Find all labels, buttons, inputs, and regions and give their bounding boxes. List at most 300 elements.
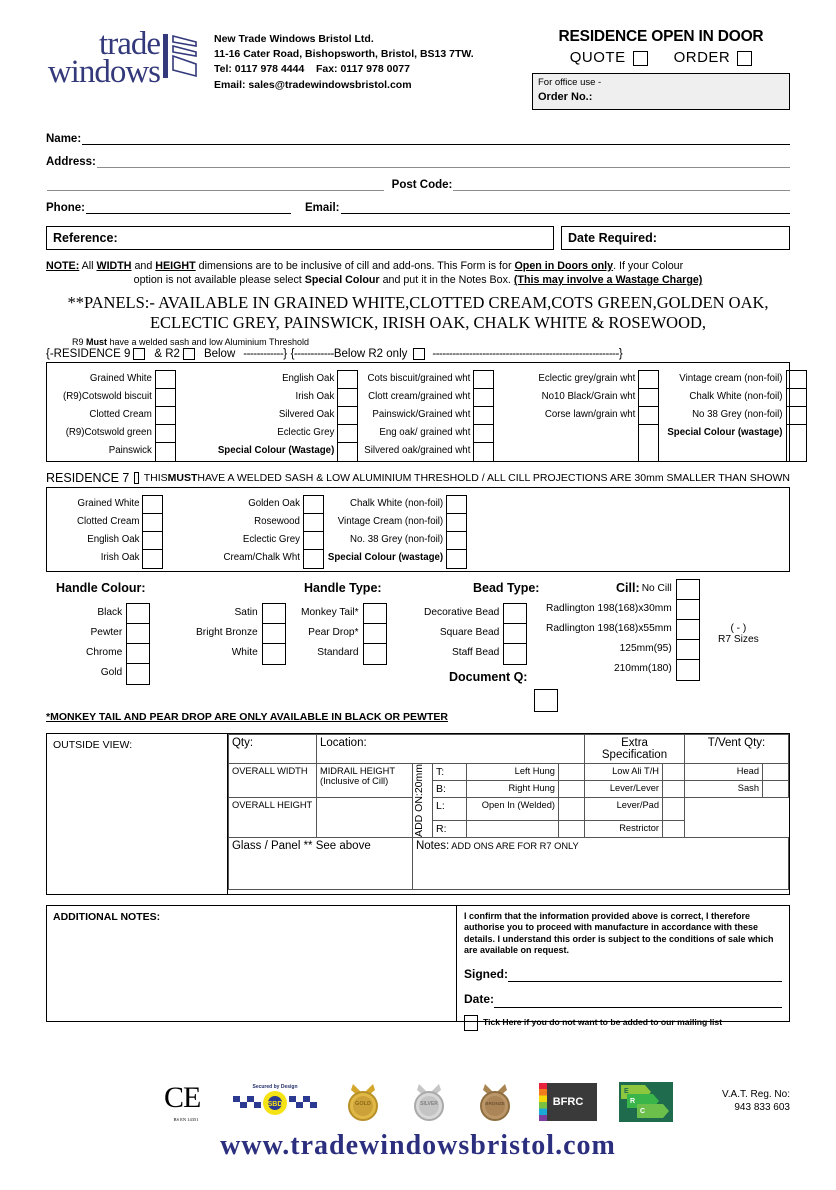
colour-checkbox[interactable]	[156, 389, 175, 407]
option-checkbox[interactable]	[127, 664, 149, 684]
colour-option-label: Special Colour (Wastage)	[217, 444, 335, 456]
colour-checkbox[interactable]	[447, 532, 466, 550]
svg-text:SILVER: SILVER	[420, 1101, 438, 1107]
colour-option-label: Eclectic grey/grain wht	[538, 372, 636, 384]
head-label: Head	[685, 763, 763, 780]
colour-checkbox[interactable]	[338, 407, 357, 425]
right-hung-box[interactable]	[558, 780, 584, 797]
extra-spec-header: Extra Specification	[585, 734, 685, 763]
form-title-block	[532, 26, 790, 110]
colour-option-label: Cream/Chalk Wht	[223, 551, 300, 563]
handle-colour-title: Handle Colour:	[56, 580, 146, 595]
colour-checkbox[interactable]	[143, 532, 162, 550]
quote-label: QUOTE	[569, 49, 626, 66]
colour-checkbox[interactable]	[304, 496, 323, 514]
note-t4: . If your Colour	[613, 259, 684, 272]
bronze-medal-icon	[473, 1082, 517, 1122]
left-hung-label: Left Hung	[466, 763, 558, 780]
colour-checkbox[interactable]	[639, 407, 658, 425]
company-phone-fax: Tel: 0117 978 4444 Fax: 0117 978 0077	[214, 63, 410, 76]
page-title: RESIDENCE OPEN IN DOOR	[558, 28, 764, 45]
colour-checkbox[interactable]	[474, 443, 493, 461]
colour-checkbox[interactable]	[639, 371, 658, 389]
colour-checkbox[interactable]	[639, 389, 658, 407]
option-checkbox[interactable]	[364, 644, 386, 664]
colour-checkbox-stack	[786, 370, 807, 462]
handle-type-col	[301, 603, 387, 665]
restrictor-label: Restrictor	[585, 820, 663, 837]
quote-group	[570, 49, 648, 66]
option-label-list	[86, 603, 126, 685]
colour-option-label: Chalk White (non-foil)	[689, 390, 783, 402]
postcode-input[interactable]	[453, 178, 790, 191]
colour-checkbox[interactable]	[474, 371, 493, 389]
bfrc-label: BFRC	[552, 1096, 584, 1108]
colour-checkbox[interactable]	[787, 389, 806, 407]
colour-option-label: Special Colour (wastage)	[667, 426, 783, 438]
below-r2-only-label: Below R2 only	[333, 347, 408, 360]
colour-option-label: Vintage cream (non-foil)	[679, 372, 783, 384]
colour-checkbox-stack	[337, 370, 358, 462]
colour-option-label: Vintage Cream (non-foil)	[337, 515, 444, 527]
note-block	[0, 250, 836, 288]
colour-label-list	[328, 495, 446, 569]
open-in-welded-box[interactable]	[558, 797, 584, 820]
outside-view-label: OUTSIDE VIEW:	[53, 738, 133, 751]
colour-checkbox-stack	[303, 495, 324, 569]
open-in-welded-label: Open In (Welded)	[466, 797, 558, 820]
mailing-list-checkbox[interactable]	[464, 1015, 478, 1031]
option-checkbox[interactable]	[504, 604, 526, 624]
option-label: Pear Drop*	[308, 626, 359, 638]
option-label: 210mm(180)	[613, 662, 672, 674]
res9-header-row	[0, 348, 836, 360]
option-checkbox-stack	[503, 603, 527, 665]
colour-option-label: Painswick/Grained wht	[372, 408, 471, 420]
option-label-list	[196, 603, 262, 665]
add-on-cell	[412, 763, 432, 837]
option-checkbox[interactable]	[677, 600, 699, 620]
colour-option-label: Clott cream/grained wht	[368, 390, 471, 402]
colour-option-label: Grained White	[89, 372, 152, 384]
res7-must: MUST	[167, 471, 198, 484]
note-line-1	[46, 259, 790, 273]
colour-option-label: Corse lawn/grain wht	[544, 408, 636, 420]
colour-option-label: No. 38 Grey (non-foil)	[349, 533, 444, 545]
logo-text-trade: trade	[99, 26, 160, 62]
office-use-label: For office use -	[538, 77, 602, 88]
signed-input[interactable]	[508, 970, 782, 982]
mailing-list-row	[464, 1015, 782, 1031]
colour-option-label: Eng oak/ grained wht	[379, 426, 471, 438]
quote-order-row	[532, 49, 790, 66]
r2-checkbox[interactable]	[183, 348, 195, 360]
colour-option-label: Irish Oak	[100, 551, 140, 563]
colour-label-list	[63, 370, 155, 462]
add-on-label: ADD ON:20mm	[412, 763, 425, 837]
l-label[interactable]: L:	[432, 797, 466, 820]
restrictor-box[interactable]	[663, 820, 685, 837]
colour-option-label: Golden Oak	[248, 497, 300, 509]
handle-type-group	[304, 581, 382, 595]
name-input[interactable]	[82, 132, 790, 145]
option-label: Pewter	[90, 626, 123, 638]
option-checkbox[interactable]	[364, 604, 386, 624]
svg-text:E: E	[624, 1088, 629, 1095]
colour-checkbox[interactable]	[639, 425, 658, 443]
email-input[interactable]	[341, 201, 791, 214]
option-checkbox-stack	[126, 603, 150, 685]
order-label: ORDER	[673, 49, 731, 66]
colour-option-label: English Oak	[282, 372, 335, 384]
bead-type-title: Bead Type:	[473, 580, 540, 595]
colour-checkbox[interactable]	[338, 443, 357, 461]
colour-option-label: Irish Oak	[295, 390, 335, 402]
colour-label-list	[218, 370, 337, 462]
sash-box[interactable]	[763, 780, 789, 797]
window-mark-icon	[162, 32, 202, 80]
bfrc-colour-stripe	[539, 1083, 547, 1121]
r7-sizes-note	[718, 623, 759, 645]
bead-type-col	[424, 603, 527, 665]
option-checkbox[interactable]	[677, 620, 699, 640]
svg-text:E: E	[183, 1082, 202, 1112]
colour-checkbox-stack	[155, 370, 176, 462]
colour-option-label: Chalk White (non-foil)	[349, 497, 444, 509]
handle-colour-col-b	[196, 603, 286, 665]
colour-column	[328, 495, 467, 569]
colour-checkbox[interactable]	[156, 371, 175, 389]
note-wastage-charge: (This may involve a Wastage Charge)	[513, 274, 703, 287]
colour-column	[364, 370, 494, 462]
address-row-2	[46, 178, 790, 191]
res7-label: RESIDENCE 7	[46, 470, 130, 485]
option-label: Bright Bronze	[196, 626, 258, 638]
note-width: WIDTH	[96, 259, 132, 272]
colour-option-label: No10 Black/Grain wht	[541, 390, 636, 402]
vat-number: 943 833 603	[734, 1102, 790, 1113]
outside-view-cell[interactable]	[47, 734, 228, 894]
colour-option-label: Painswick	[108, 444, 152, 456]
midrail-label: MIDRAIL HEIGHT	[319, 765, 396, 776]
date-label: Date:	[464, 992, 495, 1007]
midrail-cell[interactable]	[316, 763, 412, 797]
phone-input[interactable]	[86, 201, 291, 214]
option-label: Square Bead	[439, 626, 500, 638]
additional-notes-label: ADDITIONAL NOTES:	[53, 910, 161, 923]
handle-type-title: Handle Type:	[304, 580, 382, 595]
vat-label: V.A.T. Reg. No:	[722, 1089, 790, 1100]
res7-header-row	[0, 471, 836, 485]
colour-checkbox[interactable]	[338, 371, 357, 389]
secured-by-design-icon	[231, 1084, 319, 1121]
colour-checkbox[interactable]	[787, 425, 806, 443]
option-checkbox[interactable]	[677, 640, 699, 660]
colour-checkbox-stack	[142, 495, 163, 569]
t-label[interactable]: T:	[432, 763, 466, 780]
option-checkbox-stack	[676, 579, 700, 681]
panels-line-2: ECLECTIC GREY, PAINSWICK, IRISH OAK, CHALK WHITE & ROSEWOOD,	[149, 313, 707, 333]
colour-checkbox[interactable]	[474, 407, 493, 425]
silver-medal-icon	[407, 1082, 451, 1122]
colour-column	[77, 495, 163, 569]
low-ali-box[interactable]	[663, 763, 685, 780]
company-logo	[46, 26, 206, 91]
bfrc-icon	[539, 1083, 597, 1121]
date-required-field[interactable]	[561, 226, 790, 250]
res7-checkbox[interactable]	[134, 472, 138, 484]
colour-checkbox[interactable]	[338, 389, 357, 407]
r-label[interactable]: R:	[432, 820, 466, 837]
option-checkbox[interactable]	[504, 624, 526, 644]
tvent-blank	[685, 797, 789, 837]
colour-checkbox[interactable]	[474, 425, 493, 443]
low-ali-label: Low Ali T/H	[585, 763, 663, 780]
location-header: Location:	[316, 734, 584, 763]
date-row	[464, 992, 782, 1007]
option-checkbox[interactable]	[263, 624, 285, 644]
option-label: Radlington 198(168)x55mm	[546, 622, 672, 634]
colour-checkbox[interactable]	[304, 550, 323, 568]
ce-mark-icon	[163, 1082, 209, 1122]
tvent-header: T/Vent Qty:	[685, 734, 789, 763]
page-footer	[0, 1082, 836, 1162]
option-checkbox[interactable]	[677, 660, 699, 680]
colour-checkbox[interactable]	[156, 407, 175, 425]
below-label: Below	[203, 347, 236, 360]
sash-label: Sash	[685, 780, 763, 797]
dash-3: --------------------------------------------------------}	[432, 347, 623, 360]
svg-text:BRONZE: BRONZE	[485, 1101, 505, 1106]
colour-checkbox-stack	[473, 370, 494, 462]
colour-option-label: (R9)Cotswold biscuit	[63, 390, 152, 402]
colour-checkbox[interactable]	[787, 407, 806, 425]
note-height: HEIGHT	[155, 259, 196, 272]
colour-option-label: Eclectic Grey	[277, 426, 335, 438]
additional-notes-cell[interactable]	[47, 906, 457, 1021]
colour-option-label: Grained White	[77, 497, 140, 509]
phone-email-row	[46, 201, 790, 214]
spec-header-row	[228, 734, 788, 763]
colour-option-label: English Oak	[87, 533, 140, 545]
declaration-text: I confirm that the information provided above is correct, I therefore authorise you to proceed with manufacture in accordance with these details. I understand this order is subject to the conditions of sale which are available on request.	[464, 910, 774, 956]
colour-option-label: Rosewood	[254, 515, 300, 527]
res9-checkbox[interactable]	[133, 348, 145, 360]
note-label: NOTE:	[46, 259, 80, 272]
company-name: New Trade Windows Bristol Ltd.	[214, 33, 374, 45]
panels-line-1: **PANELS:- AVAILABLE IN GRAINED WHITE,CLOTTED CREAM,COTS GREEN,GOLDEN OAK,	[67, 292, 769, 312]
spec-grid	[228, 734, 789, 890]
notes-value: ADD ONS ARE FOR R7 ONLY	[449, 840, 579, 851]
colour-checkbox[interactable]	[787, 371, 806, 389]
document-q-checkbox[interactable]	[534, 689, 558, 712]
bead-type-group	[473, 581, 539, 595]
colour-option-label: Eclectic Grey	[242, 533, 300, 545]
option-label: 125mm(95)	[619, 642, 672, 654]
colour-checkbox[interactable]	[338, 425, 357, 443]
r7-sizes-line1: ( - )	[730, 622, 747, 634]
spec-row-1	[228, 763, 788, 780]
colour-checkbox[interactable]	[156, 425, 175, 443]
colour-column	[223, 495, 323, 569]
colour-option-label: Cots biscuit/grained wht	[367, 372, 471, 384]
colour-checkbox[interactable]	[447, 514, 466, 532]
phone-label: Phone:	[46, 201, 85, 214]
option-label: Decorative Bead	[424, 606, 500, 618]
option-checkbox[interactable]	[263, 644, 285, 664]
colour-checkbox[interactable]	[447, 496, 466, 514]
colour-label-list	[223, 495, 302, 569]
colour-option-label: Clotted Cream	[77, 515, 140, 527]
colour-checkbox-stack	[446, 495, 467, 569]
colour-option-label: No 38 Grey (non-foil)	[692, 408, 783, 420]
option-label-list	[301, 603, 363, 665]
vat-registration	[722, 1088, 790, 1114]
date-input[interactable]	[494, 996, 782, 1008]
bottom-section	[46, 905, 790, 1028]
option-checkbox[interactable]	[263, 604, 285, 624]
email-label: Email:	[304, 201, 340, 214]
colour-column	[538, 370, 659, 462]
order-no-label[interactable]: Order No.:	[538, 90, 593, 103]
lever-pad-box[interactable]	[663, 797, 685, 820]
option-checkbox-stack	[262, 603, 286, 665]
colour-label-list	[538, 370, 638, 462]
colour-column	[63, 370, 176, 462]
dash-1: ------------}	[243, 347, 287, 360]
colour-column	[218, 370, 358, 462]
address-input[interactable]	[97, 155, 790, 168]
quote-checkbox[interactable]	[633, 51, 648, 66]
colour-checkbox-stack	[638, 370, 659, 462]
r7-sizes-line2: R7 Sizes	[718, 633, 759, 645]
note-t5: option is not available please select	[133, 274, 305, 287]
address-input-2[interactable]	[47, 178, 384, 191]
overall-width-label[interactable]: OVERALL WIDTH	[228, 763, 316, 797]
colour-checkbox[interactable]	[474, 389, 493, 407]
colour-checkbox[interactable]	[304, 532, 323, 550]
spec-table	[46, 733, 790, 895]
lever-lever-label: Lever/Lever	[585, 780, 663, 797]
left-hung-box[interactable]	[558, 763, 584, 780]
declaration-cell	[457, 906, 789, 1028]
colour-checkbox[interactable]	[304, 514, 323, 532]
option-checkbox[interactable]	[364, 624, 386, 644]
company-email: Email: sales@tradewindowsbristol.com	[214, 78, 412, 91]
option-label: Standard	[317, 646, 359, 658]
address-row	[46, 155, 790, 168]
option-checkbox[interactable]	[127, 624, 149, 644]
notes-cell[interactable]	[412, 837, 788, 889]
colour-checkbox[interactable]	[143, 496, 162, 514]
postcode-label: Post Code:	[391, 178, 453, 191]
colour-option-label: Clotted Cream	[89, 408, 152, 420]
spec-table-right	[228, 734, 789, 894]
svg-text:GOLD: GOLD	[355, 1101, 371, 1107]
res7-colour-grid	[46, 487, 790, 572]
below-r2-only-checkbox[interactable]	[413, 348, 425, 360]
svg-text:C: C	[164, 1082, 185, 1112]
cill-title: Cill:	[616, 580, 640, 595]
option-label: Monkey Tail*	[301, 606, 359, 618]
option-label: White	[231, 646, 258, 658]
r2-label: & R2	[154, 347, 180, 360]
handle-colour-group	[56, 581, 146, 595]
colour-label-list	[364, 370, 473, 462]
page-header	[0, 0, 836, 110]
option-checkbox[interactable]	[504, 644, 526, 664]
reference-row	[0, 214, 836, 250]
head-box[interactable]	[763, 763, 789, 780]
sbd-caption: Secured by Design	[252, 1083, 298, 1090]
res7-text-a: THIS	[143, 471, 168, 484]
colour-label-list	[667, 370, 785, 462]
logo-text-windows: windows	[47, 54, 160, 91]
right-hung-label: Right Hung	[466, 780, 558, 797]
note-t6: and put it in the Notes Box.	[379, 274, 514, 287]
certification-logos	[0, 1082, 836, 1122]
res7-columns	[53, 495, 783, 569]
res9-colour-grid	[46, 362, 790, 462]
svg-text:C: C	[640, 1108, 646, 1115]
ce-standard-label: BS EN 14351	[173, 1117, 199, 1122]
r-value[interactable]	[466, 820, 558, 837]
colour-checkbox[interactable]	[156, 443, 175, 461]
reference-field[interactable]	[46, 226, 554, 250]
r9-must-rest: have a welded sash and low Aluminium Threshold	[107, 336, 309, 347]
note-special-colour: Special Colour	[304, 274, 380, 287]
res9-label: {-RESIDENCE 9	[46, 347, 131, 360]
spec-row-3	[228, 797, 788, 820]
cill-col	[546, 579, 700, 681]
option-label: Staff Bead	[451, 646, 500, 658]
svg-text:SBD: SBD	[267, 1100, 283, 1108]
option-checkbox[interactable]	[127, 644, 149, 664]
midrail-sub: (Inclusive of Cill)	[319, 775, 389, 786]
r-box[interactable]	[558, 820, 584, 837]
res9-columns	[53, 370, 783, 462]
gold-medal-icon	[341, 1082, 385, 1122]
name-label: Name:	[46, 132, 82, 145]
glass-panel-label[interactable]: Glass / Panel ** See above	[228, 837, 412, 889]
colour-checkbox[interactable]	[143, 514, 162, 532]
office-use-box	[532, 73, 790, 110]
lever-lever-box[interactable]	[663, 780, 685, 797]
option-checkbox[interactable]	[677, 580, 699, 600]
option-label: No Cill	[641, 582, 672, 594]
option-label: Satin	[234, 606, 258, 618]
r9-prefix: R9	[72, 336, 87, 347]
dash-2: {------------	[290, 347, 334, 360]
option-label: Radlington 198(168)x30mm	[546, 602, 672, 614]
colour-option-label: Silvered oak/grained wht	[364, 444, 471, 456]
option-label: Black	[97, 606, 123, 618]
option-checkbox[interactable]	[127, 604, 149, 624]
website-url[interactable]: www.tradewindowsbristol.com	[220, 1130, 616, 1161]
mailing-list-label: Tick Here if you do not want to be added to our mailing list	[483, 1017, 723, 1028]
midrail-value-cell[interactable]	[316, 797, 412, 837]
b-label[interactable]: B:	[432, 780, 466, 797]
colour-checkbox[interactable]	[143, 550, 162, 568]
order-checkbox[interactable]	[737, 51, 752, 66]
signed-row	[464, 967, 782, 982]
option-label-list	[546, 579, 676, 681]
overall-height-label[interactable]: OVERALL HEIGHT	[228, 797, 316, 837]
colour-checkbox[interactable]	[447, 550, 466, 568]
signed-label: Signed:	[464, 966, 508, 981]
company-address: 11-16 Cater Road, Bishopsworth, Bristol, BS13 7TW.	[214, 48, 474, 61]
colour-column	[667, 370, 806, 462]
